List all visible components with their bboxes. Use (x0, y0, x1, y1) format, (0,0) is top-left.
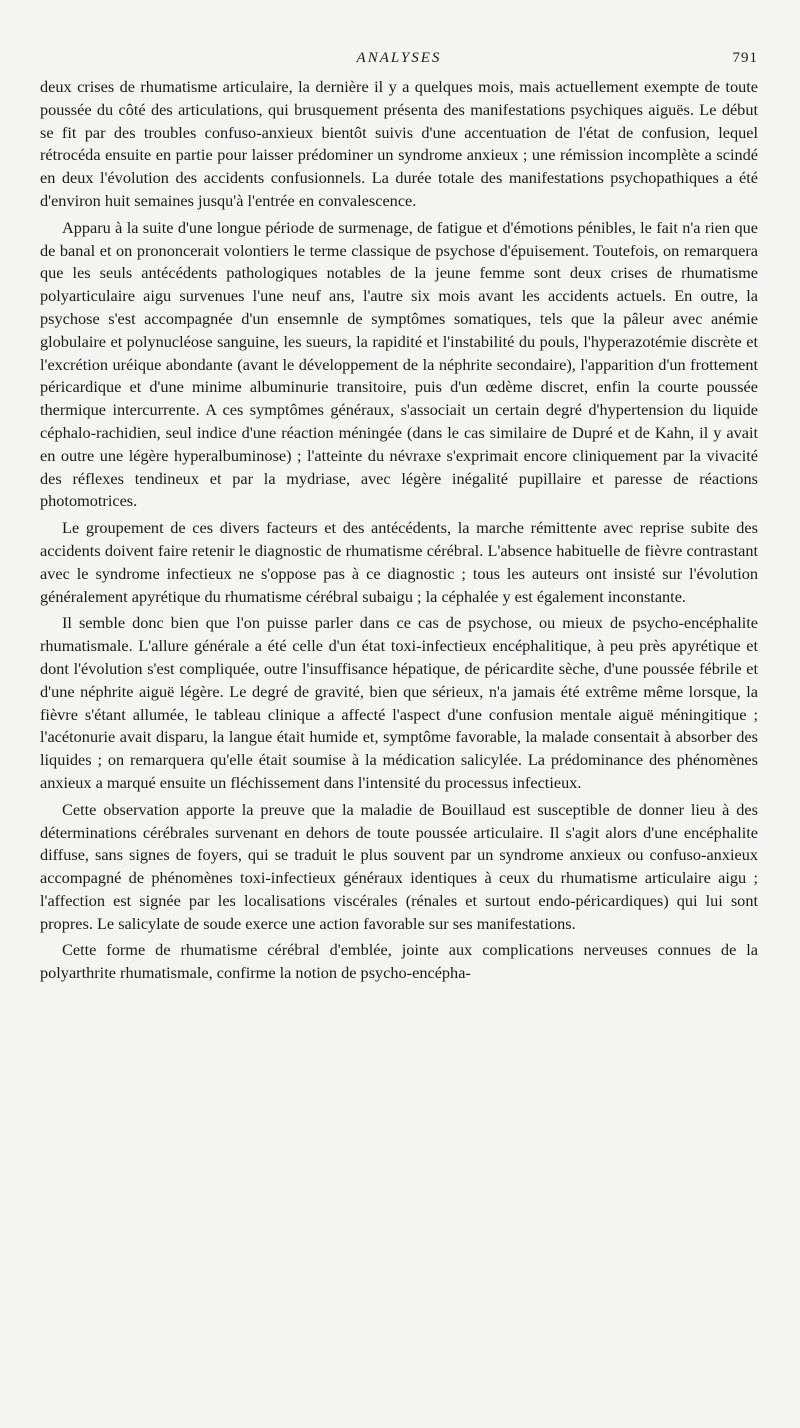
paragraph: Cette observation apporte la preuve que la maladie de Bouillaud est susceptible de donner lieu à des déterminations cérébrales survenant en dehors de toute poussée articulaire. Il s'agit alors d'une encéphalite diffuse, sans signes de foyers, qui se traduit le plus souvent par un syndrome anxieux ou confuso-anxieux accompagné de phénomènes toxi-infectieux généraux identiques à ceux du rhumatisme articulaire aigu ; l'affection est signée par les localisations viscérales (rénales et surtout endo-péricardiques) qui lui sont propres. Le salicylate de soude exerce une action favorable sur ses manifestations. (40, 799, 758, 933)
paragraph: deux crises de rhumatisme articulaire, la dernière il y a quelques mois, mais actuellement exempte de toute poussée du côté des articulations, qui brusquement présenta des manifestations psychiques aiguës. Le début se fit par des troubles confuso-anxieux bientôt suivis d'une accentuation de l'état de confusion, lequel rétrocéda ensuite en partie pour laisser prédominer un syndrome anxieux ; une rémission incomplète a scindé en deux l'évolution des accidents confusionnels. La durée totale des manifestations psychopathiques a été d'environ huit semaines jusqu'à l'entrée en convalescence. (40, 77, 758, 210)
paragraph: Il semble donc bien que l'on puisse parler dans ce cas de psychose, ou mieux de psycho-encéphalite rhumatismale. L'allure générale a été celle d'un état toxi-infectieux encéphalitique, à peu près apyrétique et dont l'évolution s'est compliquée, outre l'insuffisance hépatique, de péricardite sèche, d'une poussée fébrile et d'une néphrite aiguë légère. Le degré de gravité, bien que sérieux, n'a jamais été extrême même lorsque, la fièvre s'étant allumée, le tableau clinique a affecté l'aspect d'une confusion mentale aiguë méningitique ; l'acétonurie avait disparu, la langue était humide et, symptôme favorable, la malade consentait à absorber des liquides ; on remarquera qu'elle était soumise à la médication salicylée. La prédominance des phénomènes anxieux a marqué ensuite un fléchissement dans l'intensité du processus infectieux. (40, 613, 758, 792)
running-title: ANALYSES (356, 50, 442, 66)
paragraph: Apparu à la suite d'une longue période de surmenage, de fatigue et d'émotions pénibles, le fait n'a rien que de banal et on prononcerait volontiers le terme classique de psychose d'épuisement. Toutefois, on remarquera que les seuls antécédents pathologiques notables de la jeune femme sont deux crises de rhumatisme polyarticulaire aigu survenues l'une neuf ans, l'autre six mois avant les accidents actuels. En outre, la psychose s'est accompagnée d'un ensemnle de symptômes somatiques, tels que la pâleur avec anémie globulaire et polynucléose sanguine, les sueurs, la rapidité et l'instabilité du pouls, l'hyperazotémie discrète et l'excrétion uréique abondante (avant le développement de la néphrite secondaire), l'apparition d'un frottement péricardique et d'une minime albuminurie transitoire, puis d'un œdème discret, enfin la courte poussée thermique intercurrente. A ces symptômes généraux, s'associait un certain degré d'hypertension du liquide céphalo-rachidien, seul indice d'une réaction méningée (dans le cas similaire de Dupré et de Kahn, il y avait en outre une légère hyperalbuminose) ; l'atteinte du névraxe s'exprimait encore cliniquement par la vivacité des réflexes tendineux et par la mydriase, avec légère inégalité pupillaire et paresse de réactions photomotrices. (40, 217, 758, 511)
paragraph: Le groupement de ces divers facteurs et des antécédents, la marche rémittente avec reprise subite des accidents doivent faire retenir le diagnostic de rhumatisme cérébral. L'absence habituelle de fièvre contrastant avec le syndrome infectieux ne s'oppose pas à ce diagnostic ; tous les auteurs ont insisté sur l'évolution généralement apyrétique du rhumatisme cérébral subaigu ; la céphalée y est également inconstante. (40, 518, 758, 606)
paragraph: Cette forme de rhumatisme cérébral d'emblée, jointe aux complications nerveuses connues de la polyarthrite rhumatismale, confirme la notion de psycho-encépha- (40, 940, 758, 983)
article-body (40, 76, 758, 985)
running-head (40, 50, 758, 76)
page-number: 791 (732, 50, 758, 66)
